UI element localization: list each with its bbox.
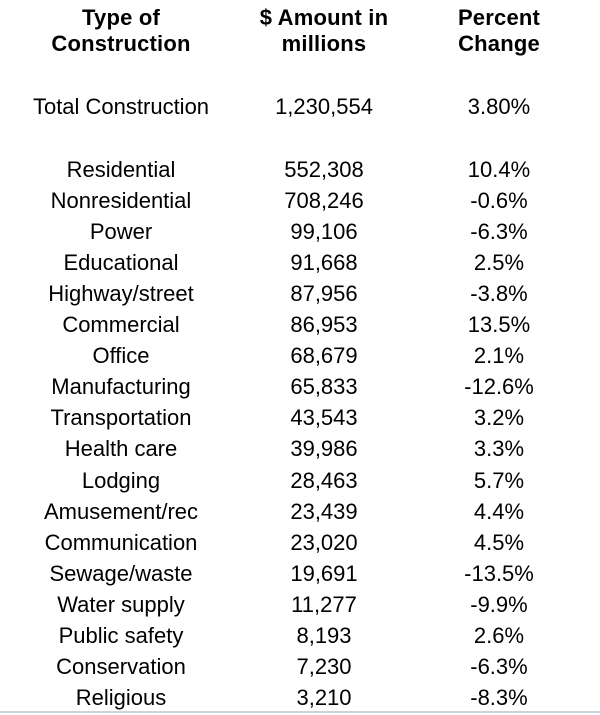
- percent-change-cell: -0.6%: [470, 187, 528, 213]
- column-header-percent: [406, 5, 592, 57]
- construction-type-cell: Conservation: [56, 654, 186, 680]
- table-row: [0, 558, 600, 589]
- percent-change-cell: 5.7%: [473, 467, 525, 493]
- construction-type-cell: Communication: [44, 529, 198, 555]
- table-row: [0, 247, 600, 278]
- amount-cell: 3,210: [296, 685, 352, 711]
- amount-cell: 552,308: [284, 156, 364, 182]
- column-header-type: [0, 5, 242, 57]
- table-row: [0, 403, 600, 434]
- percent-change-cell: -6.3%: [470, 654, 528, 680]
- percent-change-cell: 3.80%: [467, 93, 531, 119]
- amount-cell: 65,833: [290, 374, 358, 400]
- construction-type-cell: Amusement/rec: [43, 498, 199, 524]
- amount-cell: 7,230: [296, 654, 352, 680]
- column-header-type-line1: Type of: [82, 5, 160, 30]
- amount-cell: 68,679: [290, 343, 358, 369]
- construction-type-cell: Total Construction: [32, 93, 210, 119]
- bottom-rule: [0, 711, 600, 713]
- table-row: [0, 527, 600, 558]
- construction-type-cell: Public safety: [58, 623, 184, 649]
- construction-type-cell: Transportation: [50, 405, 192, 431]
- table-row: [0, 372, 600, 403]
- construction-type-cell: Power: [89, 218, 153, 244]
- amount-cell: 1,230,554: [275, 93, 373, 119]
- percent-change-cell: 2.1%: [473, 343, 525, 369]
- amount-cell: 19,691: [290, 560, 358, 586]
- table-row: [0, 216, 600, 247]
- column-header-percent-line1: Percent: [457, 5, 541, 30]
- table-row: [0, 465, 600, 496]
- construction-type-cell: Religious: [75, 685, 167, 711]
- construction-type-cell: Highway/street: [48, 281, 194, 307]
- table-row: [0, 310, 600, 341]
- percent-change-cell: 13.5%: [467, 312, 531, 338]
- amount-cell: 23,020: [290, 529, 358, 555]
- percent-change-cell: -12.6%: [464, 374, 534, 400]
- construction-type-cell: Manufacturing: [51, 374, 191, 400]
- percent-change-cell: 3.3%: [473, 436, 525, 462]
- table-row: [0, 589, 600, 620]
- amount-cell: 8,193: [296, 623, 352, 649]
- amount-cell: 28,463: [290, 467, 358, 493]
- table-row: [0, 278, 600, 309]
- amount-cell: 708,246: [284, 187, 364, 213]
- table-row: [0, 652, 600, 683]
- amount-cell: 86,953: [290, 312, 358, 338]
- construction-type-cell: Educational: [63, 249, 179, 275]
- amount-cell: 87,956: [290, 281, 358, 307]
- table-row: [0, 434, 600, 465]
- percent-change-cell: 4.5%: [473, 529, 525, 555]
- column-header-type-line2: Construction: [51, 31, 191, 56]
- percent-change-cell: 2.5%: [473, 249, 525, 275]
- amount-cell: 39,986: [290, 436, 358, 462]
- amount-cell: 23,439: [290, 498, 358, 524]
- percent-change-cell: -8.3%: [470, 685, 528, 711]
- percent-change-cell: -13.5%: [464, 560, 534, 586]
- table-row: [0, 185, 600, 216]
- column-header-amount-line2: millions: [281, 31, 367, 56]
- table-header-row: [0, 0, 600, 57]
- percent-change-cell: 4.4%: [473, 498, 525, 524]
- percent-change-cell: 2.6%: [473, 623, 525, 649]
- table-row-total: [0, 91, 600, 122]
- construction-type-cell: Office: [92, 343, 150, 369]
- construction-type-cell: Sewage/waste: [49, 560, 193, 586]
- table-row: [0, 496, 600, 527]
- table-row: [0, 341, 600, 372]
- construction-type-cell: Lodging: [81, 467, 161, 493]
- construction-type-cell: Residential: [66, 156, 176, 182]
- amount-cell: 91,668: [290, 249, 358, 275]
- construction-type-cell: Health care: [64, 436, 178, 462]
- column-header-amount-line1: $ Amount in: [259, 5, 389, 30]
- amount-cell: 99,106: [290, 218, 358, 244]
- table-row: [0, 683, 600, 714]
- table-row: [0, 154, 600, 185]
- column-header-percent-line2: Change: [458, 31, 540, 56]
- construction-type-cell: Nonresidential: [50, 187, 192, 213]
- construction-type-cell: Commercial: [62, 312, 180, 338]
- percent-change-cell: 10.4%: [467, 156, 531, 182]
- percent-change-cell: -9.9%: [470, 591, 528, 617]
- column-header-amount: [242, 5, 406, 57]
- percent-change-cell: -3.8%: [470, 281, 528, 307]
- percent-change-cell: -6.3%: [470, 218, 528, 244]
- amount-cell: 43,543: [290, 405, 358, 431]
- construction-type-cell: Water supply: [57, 591, 185, 617]
- amount-cell: 11,277: [291, 591, 357, 617]
- percent-change-cell: 3.2%: [473, 405, 525, 431]
- table-row: [0, 621, 600, 652]
- spacer-row: [0, 122, 600, 154]
